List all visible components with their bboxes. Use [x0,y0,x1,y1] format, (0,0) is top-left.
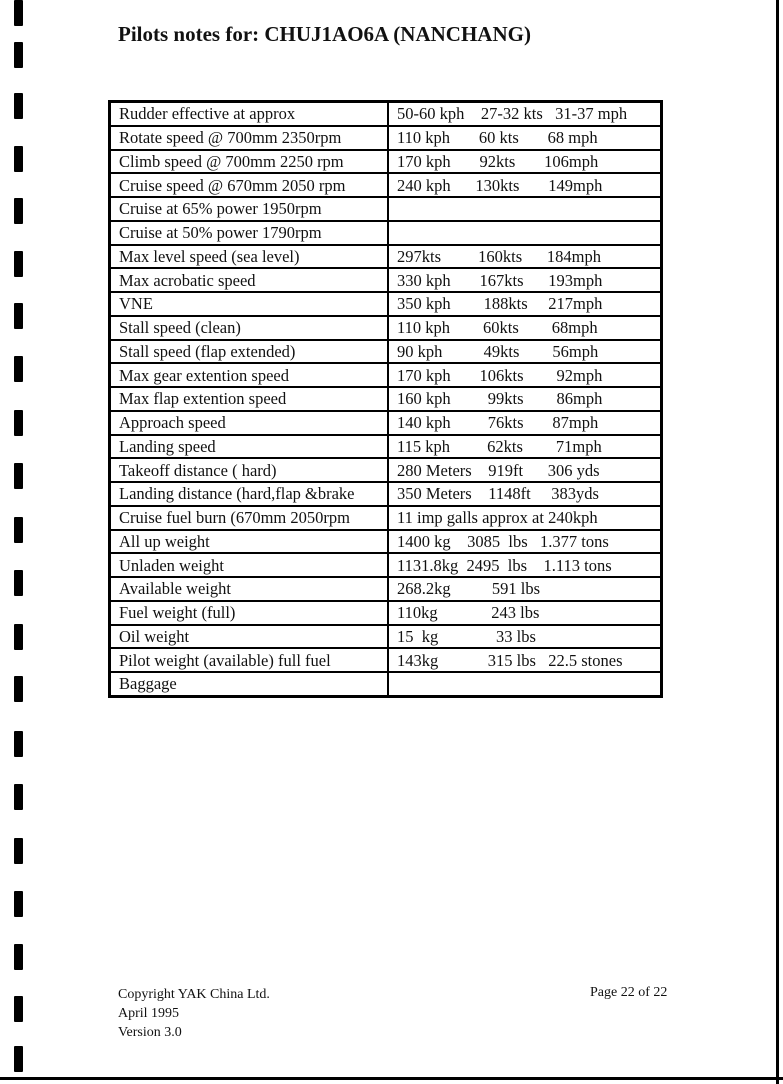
row-label: Rudder effective at approx [110,102,389,126]
table-row [110,221,662,245]
row-label: Approach speed [110,411,389,435]
page-title: Pilots notes for: CHUJ1AO6A (NANCHANG) [118,22,531,46]
row-label: VNE [110,292,389,316]
row-value: 170 kph 106kts 92mph [388,363,662,387]
page-number: Page 22 of 22 [590,985,668,1000]
table-row [110,435,662,459]
row-value [388,672,662,696]
row-label: Available weight [110,577,389,601]
row-label: All up weight [110,530,389,554]
row-value: 110 kph 60kts 68mph [388,316,662,340]
row-value: 240 kph 130kts 149mph [388,173,662,197]
table-row [110,411,662,435]
page-edge-right [776,0,779,1084]
table-row [110,126,662,150]
row-value: 50-60 kph 27-32 kts 31-37 mph [388,102,662,126]
row-label: Pilot weight (available) full fuel [110,648,389,672]
table-row [110,363,662,387]
pilot-notes-table [108,100,663,698]
table-row [110,458,662,482]
table-row [110,150,662,174]
table-row [110,672,662,696]
row-label: Unladen weight [110,553,389,577]
row-label: Max flap extention speed [110,387,389,411]
table-row [110,245,662,269]
row-label: Oil weight [110,625,389,649]
row-value: 90 kph 49kts 56mph [388,340,662,364]
binding-hole [14,996,23,1022]
binding-hole [14,198,23,224]
table-row [110,601,662,625]
binding-hole [14,410,23,436]
row-label: Stall speed (clean) [110,316,389,340]
row-value: 15 kg 33 lbs [388,625,662,649]
row-label: Landing distance (hard,flap &brake [110,482,389,506]
table-row [110,173,662,197]
binding-hole [14,517,23,543]
row-label: Max acrobatic speed [110,268,389,292]
binding-hole [14,891,23,917]
row-label: Cruise fuel burn (670mm 2050rpm [110,506,389,530]
row-value: 297kts 160kts 184mph [388,245,662,269]
binding-hole [14,356,23,382]
table-row [110,102,662,126]
date-text: April 1995 [118,1006,180,1021]
row-label: Max level speed (sea level) [110,245,389,269]
row-value: 110 kph 60 kts 68 mph [388,126,662,150]
row-label: Landing speed [110,435,389,459]
row-value: 1400 kg 3085 lbs 1.377 tons [388,530,662,554]
table-row [110,292,662,316]
binding-hole [14,42,23,68]
table-row [110,530,662,554]
version-text: Version 3.0 [118,1025,182,1040]
table-row [110,577,662,601]
binding-hole [14,944,23,970]
binding-hole [14,731,23,757]
row-label: Fuel weight (full) [110,601,389,625]
row-value: 160 kph 99kts 86mph [388,387,662,411]
row-label: Cruise at 50% power 1790rpm [110,221,389,245]
row-label: Rotate speed @ 700mm 2350rpm [110,126,389,150]
row-value: 350 kph 188kts 217mph [388,292,662,316]
binding-hole [14,303,23,329]
row-label: Climb speed @ 700mm 2250 rpm [110,150,389,174]
table-row [110,482,662,506]
row-label: Baggage [110,672,389,696]
table-row [110,316,662,340]
table-row [110,340,662,364]
row-value: 1131.8kg 2495 lbs 1.113 tons [388,553,662,577]
row-value: 11 imp galls approx at 240kph [388,506,662,530]
table-row [110,553,662,577]
row-value: 350 Meters 1148ft 383yds [388,482,662,506]
row-value [388,197,662,221]
row-value: 268.2kg 591 lbs [388,577,662,601]
row-label: Takeoff distance ( hard) [110,458,389,482]
row-value: 115 kph 62kts 71mph [388,435,662,459]
table-row [110,387,662,411]
row-value: 170 kph 92kts 106mph [388,150,662,174]
page-edge-bottom [0,1077,783,1080]
binding-hole [14,1046,23,1072]
row-value [388,221,662,245]
binding-hole [14,624,23,650]
row-value: 280 Meters 919ft 306 yds [388,458,662,482]
row-label: Max gear extention speed [110,363,389,387]
footer-info [118,985,270,1042]
binding-hole [14,463,23,489]
row-label: Cruise speed @ 670mm 2050 rpm [110,173,389,197]
row-value: 110kg 243 lbs [388,601,662,625]
binding-hole [14,0,23,26]
binding-hole [14,784,23,810]
row-value: 330 kph 167kts 193mph [388,268,662,292]
binding-hole [14,146,23,172]
table-row [110,197,662,221]
binding-hole [14,676,23,702]
binding-hole [14,570,23,596]
row-label: Stall speed (flap extended) [110,340,389,364]
binding-hole [14,838,23,864]
table-row [110,648,662,672]
binding-hole [14,93,23,119]
table-row [110,268,662,292]
copyright-text: Copyright YAK China Ltd. [118,987,270,1002]
table-row [110,506,662,530]
row-label: Cruise at 65% power 1950rpm [110,197,389,221]
binding-hole [14,251,23,277]
spiral-binding [14,0,26,1084]
row-value: 143kg 315 lbs 22.5 stones [388,648,662,672]
table-row [110,625,662,649]
row-value: 140 kph 76kts 87mph [388,411,662,435]
